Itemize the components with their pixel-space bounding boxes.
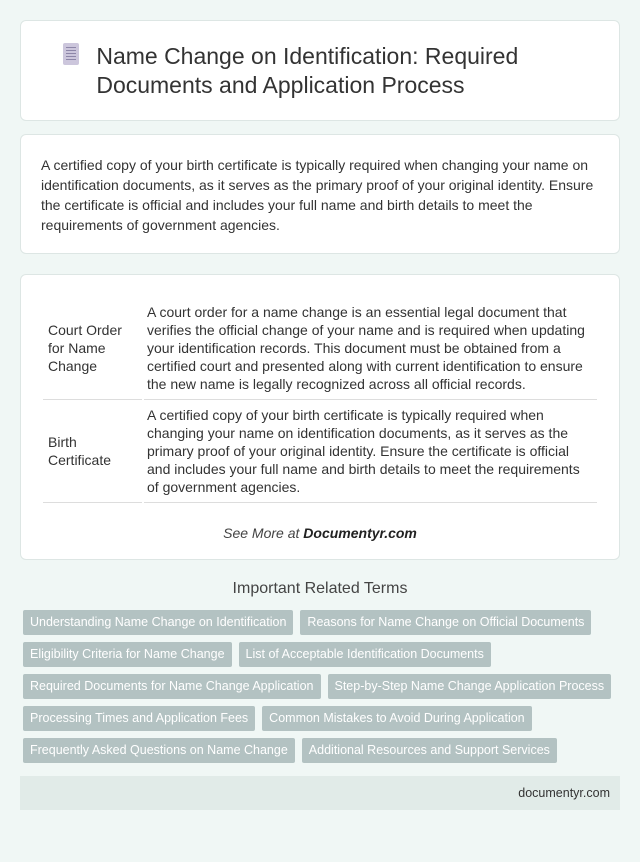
tag-list xyxy=(20,610,620,763)
row-value: A certified copy of your birth certificate is typically required when changing your name on identification documents, as it serves as the primary proof of your original identity. Ensure the certificate is official and includes your full name and birth details to meet the requirements of government agencies. xyxy=(143,400,597,503)
related-term-tag[interactable]: Processing Times and Application Fees xyxy=(23,706,255,731)
related-term-tag[interactable]: Eligibility Criteria for Name Change xyxy=(23,642,232,667)
footer-site[interactable]: documentyr.com xyxy=(518,786,610,800)
intro-text: A certified copy of your birth certificate is typically required when changing your name on identification documents, as it serves as the primary proof of your original identity. Ensure the certificate is official and includes your full name and birth details to meet the requirements of government agencies. xyxy=(20,134,620,254)
footer xyxy=(20,776,620,810)
related-term-tag[interactable]: Step-by-Step Name Change Application Process xyxy=(328,674,612,699)
row-value: A court order for a name change is an essential legal document that verifies the official change of your name and is required when updating your identification records. This document must be obtained from a certified court and presented along with current identification to ensure the new name is legally recognized across all official records. xyxy=(143,297,597,400)
related-term-tag[interactable]: Common Mistakes to Avoid During Application xyxy=(262,706,531,731)
row-key: Birth Certificate xyxy=(43,400,143,503)
header-card xyxy=(20,20,620,121)
related-term-tag[interactable]: Required Documents for Name Change Application xyxy=(23,674,321,699)
row-key: Court Order for Name Change xyxy=(43,297,143,400)
table-row xyxy=(43,297,597,400)
page-title: Name Change on Identification: Required Documents and Application Process xyxy=(96,42,519,98)
documents-table xyxy=(43,297,597,503)
related-term-tag[interactable]: Frequently Asked Questions on Name Change xyxy=(23,738,295,763)
related-term-tag[interactable]: List of Acceptable Identification Documents xyxy=(239,642,491,667)
see-more-link[interactable]: Documentyr.com xyxy=(303,525,417,541)
related-term-tag[interactable]: Understanding Name Change on Identification xyxy=(23,610,293,635)
related-term-tag[interactable]: Reasons for Name Change on Official Documents xyxy=(300,610,591,635)
document-icon xyxy=(61,43,74,69)
documents-table-card xyxy=(20,274,620,560)
see-more: See More at Documentyr.com xyxy=(223,525,417,541)
table-row xyxy=(43,400,597,503)
related-term-tag[interactable]: Additional Resources and Support Services xyxy=(302,738,557,763)
related-terms-heading: Important Related Terms xyxy=(232,580,408,597)
related-terms xyxy=(20,580,620,763)
